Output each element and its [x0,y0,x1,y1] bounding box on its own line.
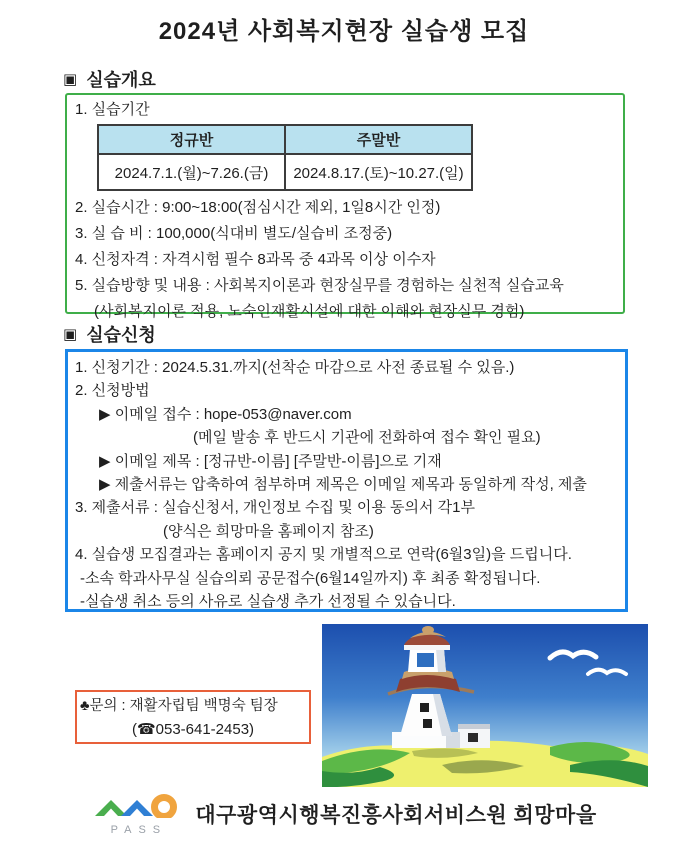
application-line: ▶ 이메일 제목 : [정규반-이름] [주말반-이름]으로 기재 [99,452,442,470]
pass-logo [91,792,179,836]
footer [0,792,688,836]
tower-window [420,703,429,712]
blue-chevron-icon [121,800,153,816]
application-line-note: (양식은 희망마을 홈페이지 참조) [163,522,374,540]
tower-window [423,719,432,728]
table-cell-regular-dates: 2024.7.1.(월)~7.26.(금) [98,154,285,190]
contact-phone: (☎053-641-2453) [131,721,255,738]
application-line: 3. 제출서류 : 실습신청서, 개인정보 수집 및 이용 동의서 각1부 [75,499,475,517]
section-header-application [63,321,156,347]
lighthouse-illustration [322,624,648,787]
table-header-regular: 정규반 [98,125,285,154]
contact-box [75,690,311,744]
table-header-row [98,125,472,154]
section-title: 실습개요 [86,70,156,90]
application-line: 2. 신청방법 [75,382,150,400]
pass-logo-text: PASS [110,824,168,836]
organization-name: 대구광역시행복진흥사회서비스원 희망마을 [195,804,597,827]
overview-line: 5. 실습방향 및 내용 : 사회복지이론과 현장실무를 경험하는 실천적 실습교육 [75,277,564,294]
practice-period-table [97,124,473,191]
table-header-weekend: 주말반 [285,125,472,154]
orange-ring-icon [155,798,174,817]
cornice [404,645,450,650]
overview-box [65,93,625,320]
contact-line: ♣문의 : 재활자립팀 백명숙 팀장 [80,698,278,714]
application-line: 4. 실습생 모집결과는 홈페이지 공지 및 개별적으로 연락(6월3일)을 드립니다. [75,546,572,564]
page-title: 2024년 사회복지현장 실습생 모집 [158,18,530,45]
application-line: 1. 신청기간 : 2024.5.31.까지(선착순 마감으로 사전 종료될 수 있음.) [75,359,515,376]
application-line: ▶ 제출서류는 압축하여 첨부하며 제목은 이메일 제목과 동일하게 작성, 제출 [99,476,587,494]
green-chevron-icon [95,800,127,816]
application-line-note: (메일 발송 후 반드시 기관에 전화하여 접수 확인 필요) [193,429,541,447]
annex-roof [458,724,490,729]
dome-knob [422,626,434,634]
section-header-overview [63,66,156,92]
application-line-dash: -소속 학과사무실 실습의뢰 공문접수(6월14일까지) 후 최종 확정됩니다. [80,569,541,587]
application-line-dash: -실습생 취소 등의 사유로 실습생 추가 선정될 수 있습니다. [80,593,456,611]
square-bullet-icon: ▣ [63,70,78,88]
application-box [65,349,628,612]
lighthouse-image [322,624,648,787]
application-line-email: ▶ 이메일 접수 : hope-053@naver.com [99,405,352,423]
table-row [98,154,472,190]
lantern-window [417,653,434,667]
table-cell-weekend-dates: 2024.8.17.(토)~10.27.(일) [285,154,472,190]
section-title: 실습신청 [86,325,156,345]
overview-line-continuation: (사회복지이론 적용, 노숙인재활시설에 대한 이해와 현장실무 경험) [94,303,525,320]
overview-line: 2. 실습시간 : 9:00~18:00(점심시간 제외, 1일8시간 인정) [75,199,441,216]
square-bullet-icon: ▣ [63,325,78,343]
overview-line: 4. 신청자격 : 자격시험 필수 8과목 중 4과목 이상 이수자 [75,251,436,268]
overview-period-label: 1. 실습기간 [75,101,150,118]
pass-logo-icon [91,792,179,818]
annex-window [468,733,478,742]
overview-line: 3. 실 습 비 : 100,000(식대비 별도/실습비 조정중) [75,225,393,242]
